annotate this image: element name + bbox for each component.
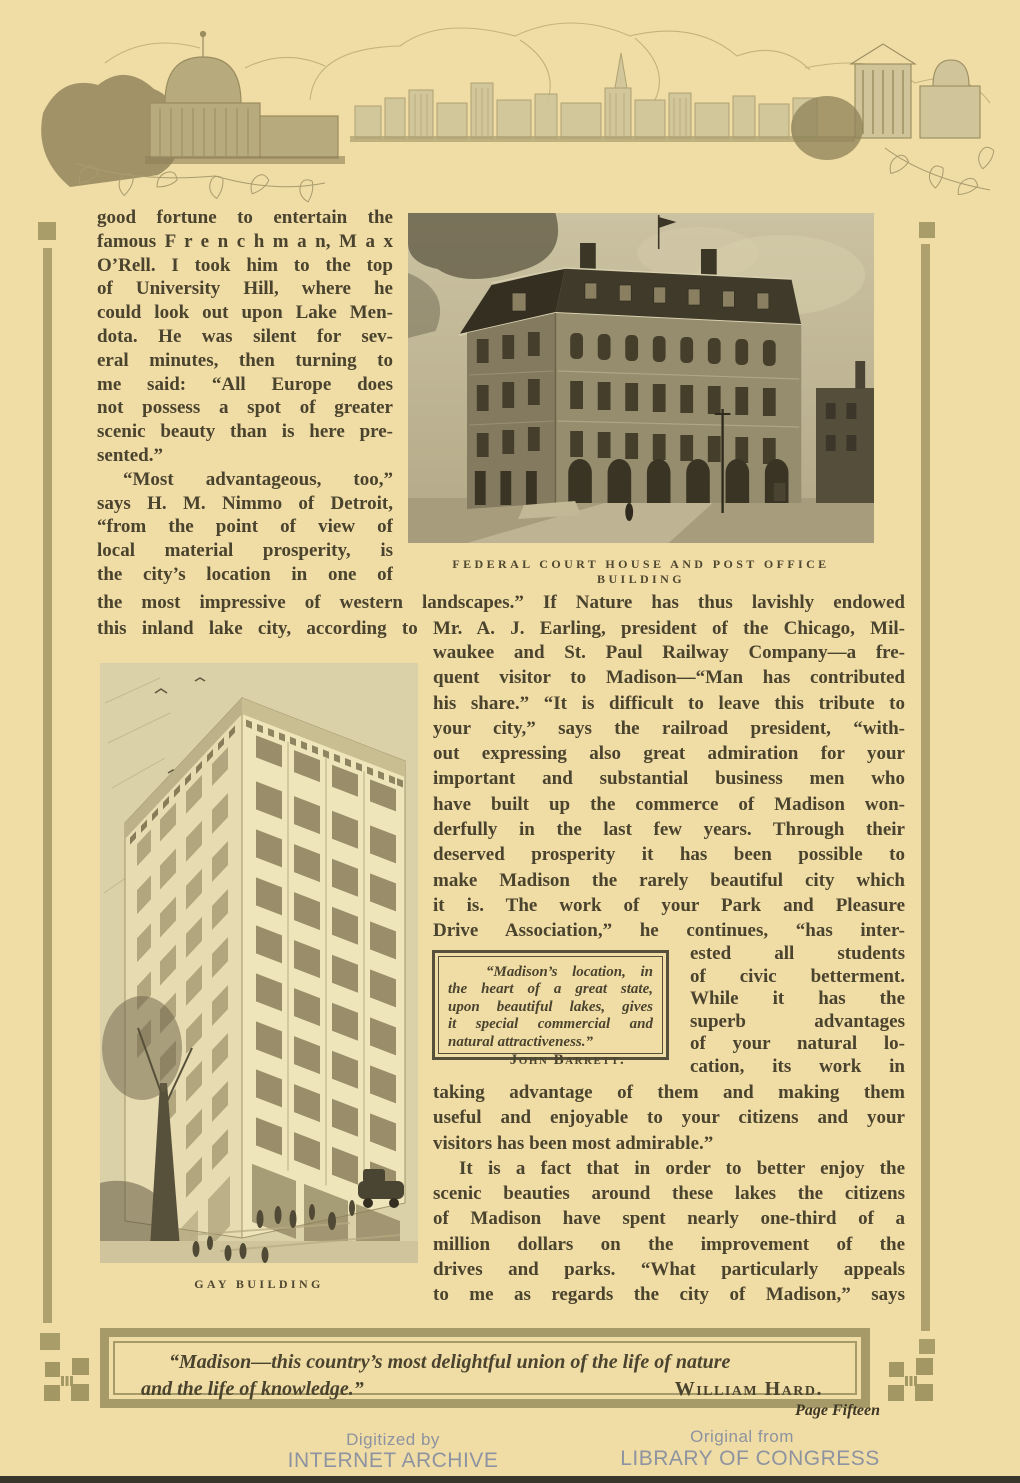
bottom-quote-box	[100, 1328, 870, 1408]
right-corner-ornament	[888, 1358, 934, 1406]
text-line: it is. The work of your Park and Pleasure	[433, 894, 905, 916]
text-line: million dollars on the improvement of the	[433, 1233, 905, 1255]
quote-line: natural attractiveness.”	[448, 1033, 594, 1050]
footer-original-from: Original from	[690, 1427, 794, 1446]
text-line: “Most advantageous, too,”	[123, 468, 393, 490]
header-art	[15, 8, 1005, 203]
text-line: waukee and St. Paul Railway Company—a fre-	[433, 642, 905, 663]
text-line: good fortune to entertain the	[97, 207, 393, 228]
text-line: derfully in the last few years. Through their	[433, 819, 905, 841]
text-line: drives and parks. “What particularly appeals	[433, 1259, 905, 1281]
text-line: It is a fact that in order to better enjoy the	[459, 1157, 905, 1179]
right-margin-square-bottom	[919, 1339, 935, 1354]
text-line: of University Hill, where he	[97, 278, 393, 300]
text-line: eral minutes, then turning to	[97, 349, 393, 371]
text-line: says H. M. Nimmo of Detroit,	[97, 492, 393, 514]
footer-digitized-by: Digitized by	[346, 1430, 440, 1449]
left-corner-ornament	[44, 1358, 90, 1406]
text-line: ested all students	[690, 943, 905, 964]
bottom-quote-line2	[141, 1376, 837, 1403]
bottom-quote-attribution: William Hard.	[674, 1378, 823, 1400]
text-line: make Madison the rarely beautiful city which	[433, 869, 905, 891]
page-number: Page Fifteen	[795, 1402, 880, 1419]
text-line: the city’s location in one of	[97, 563, 393, 585]
text-line: this inland lake city, according to Mr. A. J. Earling, president of the Chicago, Mil-	[97, 617, 905, 639]
footer-internet-archive: INTERNET ARCHIVE	[287, 1449, 499, 1472]
text-line: your city,” says the railroad president, “with-	[433, 717, 905, 739]
skyline	[350, 53, 855, 142]
text-line: superb advantages	[690, 1010, 905, 1032]
text-line: not possess a spot of greater	[97, 397, 393, 419]
text-line: famous F r e n c h m a n, M a x	[97, 230, 393, 252]
text-line: of your natural lo-	[690, 1033, 905, 1055]
right-column-lower	[433, 1080, 905, 1308]
quote-line: “Madison’s location, in	[486, 964, 653, 980]
text-line: important and substantial business men who	[433, 768, 905, 790]
quote-line: upon beautiful lakes, gives	[448, 998, 653, 1015]
left-margin-square-bottom	[40, 1333, 60, 1350]
scan-bottom-edge	[0, 1476, 1020, 1483]
barrett-quote-box	[432, 950, 669, 1069]
text-line: me said: “All Europe does	[97, 373, 393, 395]
text-line: useful and enjoyable to your citizens and your	[433, 1107, 905, 1129]
barrett-attribution: John Barrett.	[509, 1052, 626, 1069]
courthouse-photo	[408, 213, 874, 543]
text-line: taking advantage of them and making them	[433, 1082, 905, 1103]
quote-line: the heart of a great state,	[448, 981, 653, 998]
text-line: cation, its work in	[690, 1055, 905, 1077]
intro-paragraph	[97, 590, 905, 641]
bottom-quote-inner	[113, 1341, 857, 1400]
courthouse-caption: FEDERAL COURT HOUSE AND POST OFFICE BUILDING	[452, 557, 830, 586]
columned-building	[791, 44, 980, 160]
text-line: of Madison have spent nearly one-third of a	[433, 1208, 905, 1230]
capitol-dome	[145, 32, 345, 165]
square-cluster-icon	[888, 1358, 934, 1406]
square-cluster-icon	[44, 1358, 90, 1406]
text-line: dota. He was silent for sev-	[97, 325, 393, 347]
right-margin-square-top	[919, 222, 935, 238]
right-margin-bar	[921, 244, 930, 1331]
gay-building-image	[100, 663, 418, 1263]
text-line: visitors has been most admirable.”	[433, 1132, 714, 1154]
text-line: the most impressive of western landscapes.” If Nature has thus lavishly endowed	[97, 592, 905, 613]
barrett-quote-lines	[448, 964, 653, 1051]
text-line: deserved prosperity it has been possible to	[433, 844, 905, 866]
bottom-quote-line2-text: and the life of knowledge.”	[141, 1378, 364, 1400]
left-margin-square-top	[38, 222, 56, 240]
text-line: to me as regards the city of Madison,” says	[433, 1284, 905, 1306]
text-line: While it has the	[690, 988, 905, 1010]
header-cityscape-art	[15, 8, 1005, 203]
quote-line: it special commercial and	[448, 1016, 653, 1033]
gay-building-caption: GAY BUILDING	[194, 1277, 324, 1291]
text-line: scenic beauties around these lakes the citizens	[433, 1183, 905, 1205]
text-line: have built up the commerce of Madison won-	[433, 793, 905, 815]
text-line: local material prosperity, is	[97, 540, 393, 562]
barrett-quote-inner	[438, 956, 663, 1069]
text-line: his share.” “It is difficult to leave this tribute to	[433, 692, 905, 714]
gay-building-etching	[100, 663, 418, 1263]
text-line: quent visitor to Madison—“Man has contributed	[433, 667, 905, 689]
text-line: could look out upon Lake Men-	[97, 302, 393, 324]
bottom-quote-line1: “Madison—this country’s most delightful union of the life of nature	[169, 1351, 731, 1373]
left-text-column	[97, 206, 393, 587]
right-column-upper	[433, 640, 905, 944]
text-line: out expressing also great admiration for your	[433, 743, 905, 765]
text-line: “from the point of view of	[97, 516, 393, 538]
courthouse-photo-image	[408, 213, 874, 543]
footer-library-of-congress: LIBRARY OF CONGRESS	[620, 1447, 880, 1470]
text-line: Drive Association,” he continues, “has inter-	[433, 920, 905, 942]
text-line: of civic betterment.	[690, 965, 905, 987]
text-line: sented.”	[97, 444, 163, 466]
text-line: O’Rell. I took him to the top	[97, 254, 393, 276]
right-column-narrow	[690, 943, 905, 1079]
text-line: scenic beauty than is here pre-	[97, 421, 393, 443]
left-margin-bar	[43, 248, 52, 1323]
